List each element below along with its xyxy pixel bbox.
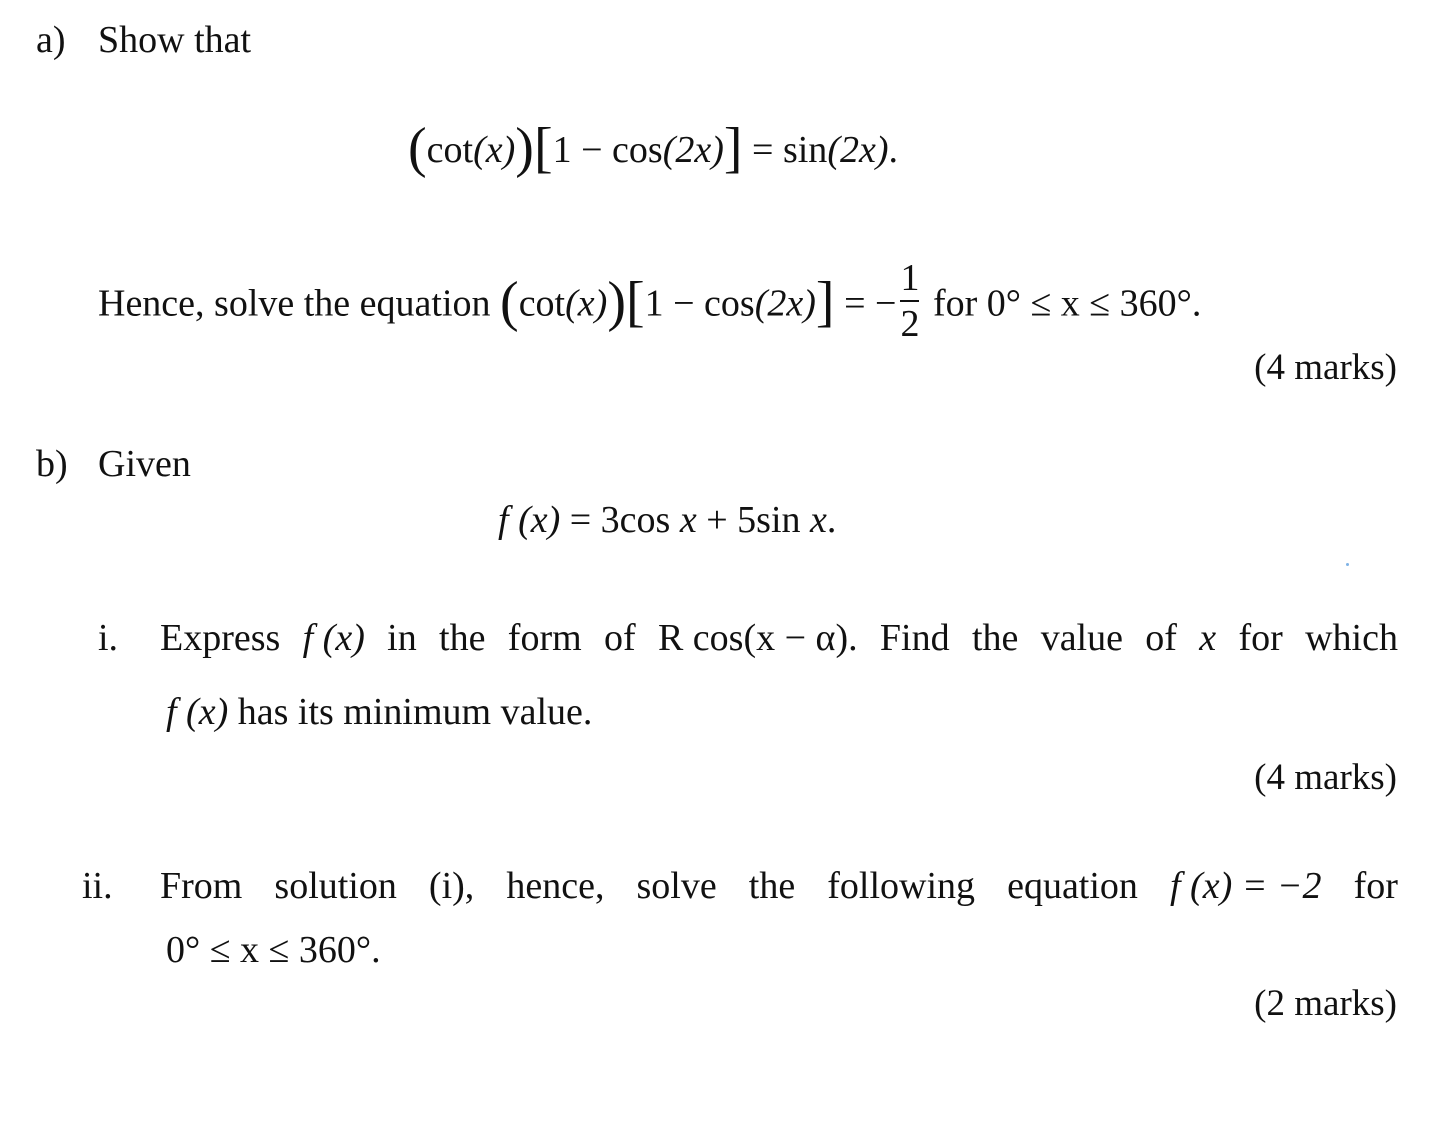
fraction-numerator: 1 xyxy=(900,257,920,299)
word: equation xyxy=(1007,865,1138,907)
x-arg: (x) xyxy=(473,129,516,171)
stray-dot xyxy=(1346,563,1349,566)
bracket-close: ] xyxy=(723,117,743,179)
identity-end: . xyxy=(888,129,898,171)
f-x1: x xyxy=(679,499,697,541)
word: From xyxy=(160,865,243,907)
range-text: for 0° ≤ x ≤ 360°. xyxy=(932,282,1202,325)
paren-open-2: ( xyxy=(500,270,519,333)
one-half-fraction xyxy=(900,258,919,344)
f-arg: (x) xyxy=(518,499,561,541)
word: in xyxy=(387,617,417,659)
hence-line xyxy=(98,257,1202,350)
fraction-bar xyxy=(900,300,919,302)
two-x-arg: (2x) xyxy=(662,129,724,171)
word: for xyxy=(1238,617,1283,659)
bracket-close-2: ] xyxy=(815,270,835,333)
rhs-sin: = sin xyxy=(752,129,828,171)
function-definition xyxy=(498,498,836,542)
r-cos-form: R cos(x − α). xyxy=(657,617,858,659)
word: for xyxy=(1353,865,1398,907)
f-symbol: f xyxy=(498,499,509,541)
word: the xyxy=(439,617,486,659)
word: solve xyxy=(636,865,717,907)
identity-equation xyxy=(408,117,898,179)
sub-ii-line1 xyxy=(160,864,1398,908)
word: value xyxy=(1040,617,1123,659)
sub-i-marks: (4 marks) xyxy=(1254,757,1397,798)
word: which xyxy=(1305,617,1398,659)
f-rhs-cos: = 3cos xyxy=(569,499,671,541)
sub-ii-label: ii. xyxy=(82,865,113,907)
sub-ii-marks: (2 marks) xyxy=(1254,983,1397,1024)
part-a-marks: (4 marks) xyxy=(1254,347,1397,388)
sub-ii-line2: 0° ≤ x ≤ 360°. xyxy=(166,929,381,971)
sub-i-label: i. xyxy=(98,617,119,659)
word: form xyxy=(507,617,582,659)
word: the xyxy=(748,865,796,907)
one-minus-cos-2: 1 − cos xyxy=(644,282,755,325)
f-x2: x xyxy=(810,499,827,541)
word: following xyxy=(827,865,976,907)
paren-open: ( xyxy=(408,117,427,179)
part-a-label: a) xyxy=(36,19,66,61)
word: the xyxy=(971,617,1019,659)
f-of-x-2: f (x) xyxy=(166,691,229,733)
bracket-open-2: [ xyxy=(625,270,645,333)
part-a-intro: Show that xyxy=(98,19,252,61)
fraction-denominator: 2 xyxy=(900,303,920,345)
equals-minus: = − xyxy=(844,282,897,325)
bracket-open: [ xyxy=(533,117,553,179)
cot-text-2: cot xyxy=(518,282,566,325)
word: Express xyxy=(160,617,281,659)
part-b-label: b) xyxy=(36,443,68,485)
word: of xyxy=(1145,617,1177,659)
part-b-intro: Given xyxy=(98,443,191,485)
word: hence, xyxy=(506,865,605,907)
word: (i), xyxy=(428,865,475,907)
word: solution xyxy=(274,865,397,907)
paren-close: ) xyxy=(515,117,534,179)
sub-i-line2 xyxy=(166,690,592,734)
f-equals-minus-two: f (x) = −2 xyxy=(1169,865,1322,907)
cot-text: cot xyxy=(426,129,474,171)
two-x-arg-2: (2x) xyxy=(754,282,816,325)
hence-text: Hence, solve the equation xyxy=(98,282,491,325)
rhs-arg: (2x) xyxy=(827,129,889,171)
f-of-x: f (x) xyxy=(302,617,365,659)
x-variable: x xyxy=(1199,617,1217,659)
x-arg-2: (x) xyxy=(565,282,608,325)
f-plus-sin: + 5sin xyxy=(706,499,801,541)
word: of xyxy=(603,617,636,659)
f-end: . xyxy=(826,499,837,541)
word: Find xyxy=(879,617,950,659)
sub-i-line1 xyxy=(160,616,1398,660)
paren-close-2: ) xyxy=(607,270,626,333)
sub-i-line2-text: has its minimum value. xyxy=(237,691,593,733)
one-minus-cos: 1 − cos xyxy=(552,129,663,171)
